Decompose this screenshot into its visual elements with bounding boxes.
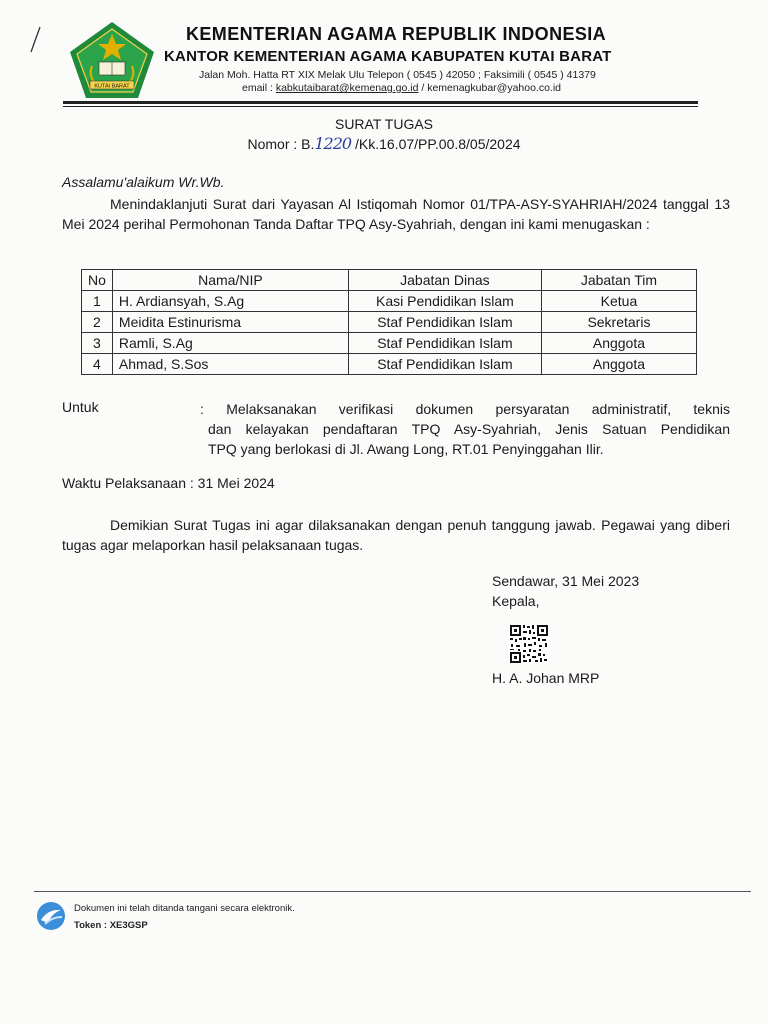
letter-number-handwritten: 1220 [314, 134, 352, 153]
signature-qr-code [509, 624, 549, 664]
footer-divider [34, 891, 751, 892]
col-header-no: No [82, 270, 113, 291]
logo-banner-text: KUTAI BARAT [94, 83, 130, 90]
cell-position: Staf Pendidikan Islam [348, 354, 541, 375]
letter-number-prefix: Nomor : B. [247, 136, 315, 152]
ministry-name: KEMENTERIAN AGAMA REPUBLIK INDONESIA [186, 24, 607, 44]
cell-name: Ahmad, S.Sos [112, 354, 348, 375]
letterhead-rule-thick [63, 101, 698, 104]
bsre-logo-icon [36, 901, 66, 931]
pen-tick-mark [28, 26, 42, 54]
office-email-line [242, 82, 561, 94]
letterhead-rule-thin [63, 106, 698, 107]
cell-position: Kasi Pendidikan Islam [348, 291, 541, 312]
task-line-1: : Melaksanakan verifikasi dokumen persyaratan administratif, teknis [200, 401, 730, 417]
e-signature-token: Token : XE3GSP [74, 920, 148, 931]
closing-paragraph [62, 515, 730, 555]
greeting: Assalamu'alaikum Wr.Wb. [62, 174, 225, 190]
col-header-name: Nama/NIP [112, 270, 348, 291]
cell-name: Meidita Estinurisma [112, 312, 348, 333]
assignment-table [81, 269, 697, 375]
task-label: Untuk [62, 399, 99, 415]
table-row [82, 354, 697, 375]
signature-place-date: Sendawar, 31 Mei 2023 [492, 573, 640, 589]
closing-text: Demikian Surat Tugas ini agar dilaksanakan dengan penuh tanggung jawab. Pegawai yang diberi tugas agar melaporkan hasil pelaksanaan tugas. [62, 517, 730, 553]
signatory-name: H. A. Johan MRP [492, 670, 600, 686]
cell-team-role: Anggota [541, 333, 696, 354]
cell-position: Staf Pendidikan Islam [348, 312, 541, 333]
col-header-team-role: Jabatan Tim [541, 270, 696, 291]
table-header-row [82, 270, 697, 291]
cell-team-role: Anggota [541, 354, 696, 375]
intro-paragraph [62, 194, 730, 234]
table-row [82, 291, 697, 312]
cell-position: Staf Pendidikan Islam [348, 333, 541, 354]
e-signature-note: Dokumen ini telah ditanda tangani secara elektronik. [74, 903, 295, 914]
letter-title: SURAT TUGAS [334, 116, 434, 132]
schedule-text: Waktu Pelaksanaan : 31 Mei 2024 [62, 475, 275, 491]
intro-text: Menindaklanjuti Surat dari Yayasan Al Istiqomah Nomor 01/TPA-ASY-SYAHRIAH/2024 tanggal 13 Mei 2024 perihal Permohonan Tanda Daftar TPQ Asy-Syahriah, dengan ini kami menugaskan : [62, 196, 730, 232]
cell-no: 4 [82, 354, 113, 375]
table-row [82, 312, 697, 333]
kemenag-logo [68, 20, 156, 100]
table-row [82, 333, 697, 354]
cell-name: H. Ardiansyah, S.Ag [112, 291, 348, 312]
cell-no: 2 [82, 312, 113, 333]
cell-name: Ramli, S.Ag [112, 333, 348, 354]
cell-no: 3 [82, 333, 113, 354]
cell-team-role: Ketua [541, 291, 696, 312]
col-header-position: Jabatan Dinas [348, 270, 541, 291]
letter-number [0, 134, 768, 153]
signature-position: Kepala, [492, 593, 540, 609]
cell-no: 1 [82, 291, 113, 312]
email-link-kemenag[interactable]: kabkutaibarat@kemenag.go.id [275, 82, 419, 94]
email-separator: / [418, 82, 428, 94]
email-prefix: email : [242, 82, 276, 94]
task-line-2: dan kelayakan pendaftaran TPQ Asy-Syahriah, Jenis Satuan Pendidikan [208, 421, 730, 437]
cell-team-role: Sekretaris [541, 312, 696, 333]
letter-number-suffix: /Kk.16.07/PP.00.8/05/2024 [354, 136, 521, 152]
office-name: KANTOR KEMENTERIAN AGAMA KABUPATEN KUTAI BARAT [164, 48, 612, 65]
office-address: Jalan Moh. Hatta RT XIX Melak Ulu Telepon ( 0545 ) 42050 ; Faksimili ( 0545 ) 41379 [199, 69, 596, 81]
email-yahoo: kemenagkubar@yahoo.co.id [427, 82, 562, 94]
task-description [200, 399, 730, 459]
task-line-3: TPQ yang berlokasi di Jl. Awang Long, RT.01 Penyinggahan Ilir. [208, 441, 604, 457]
